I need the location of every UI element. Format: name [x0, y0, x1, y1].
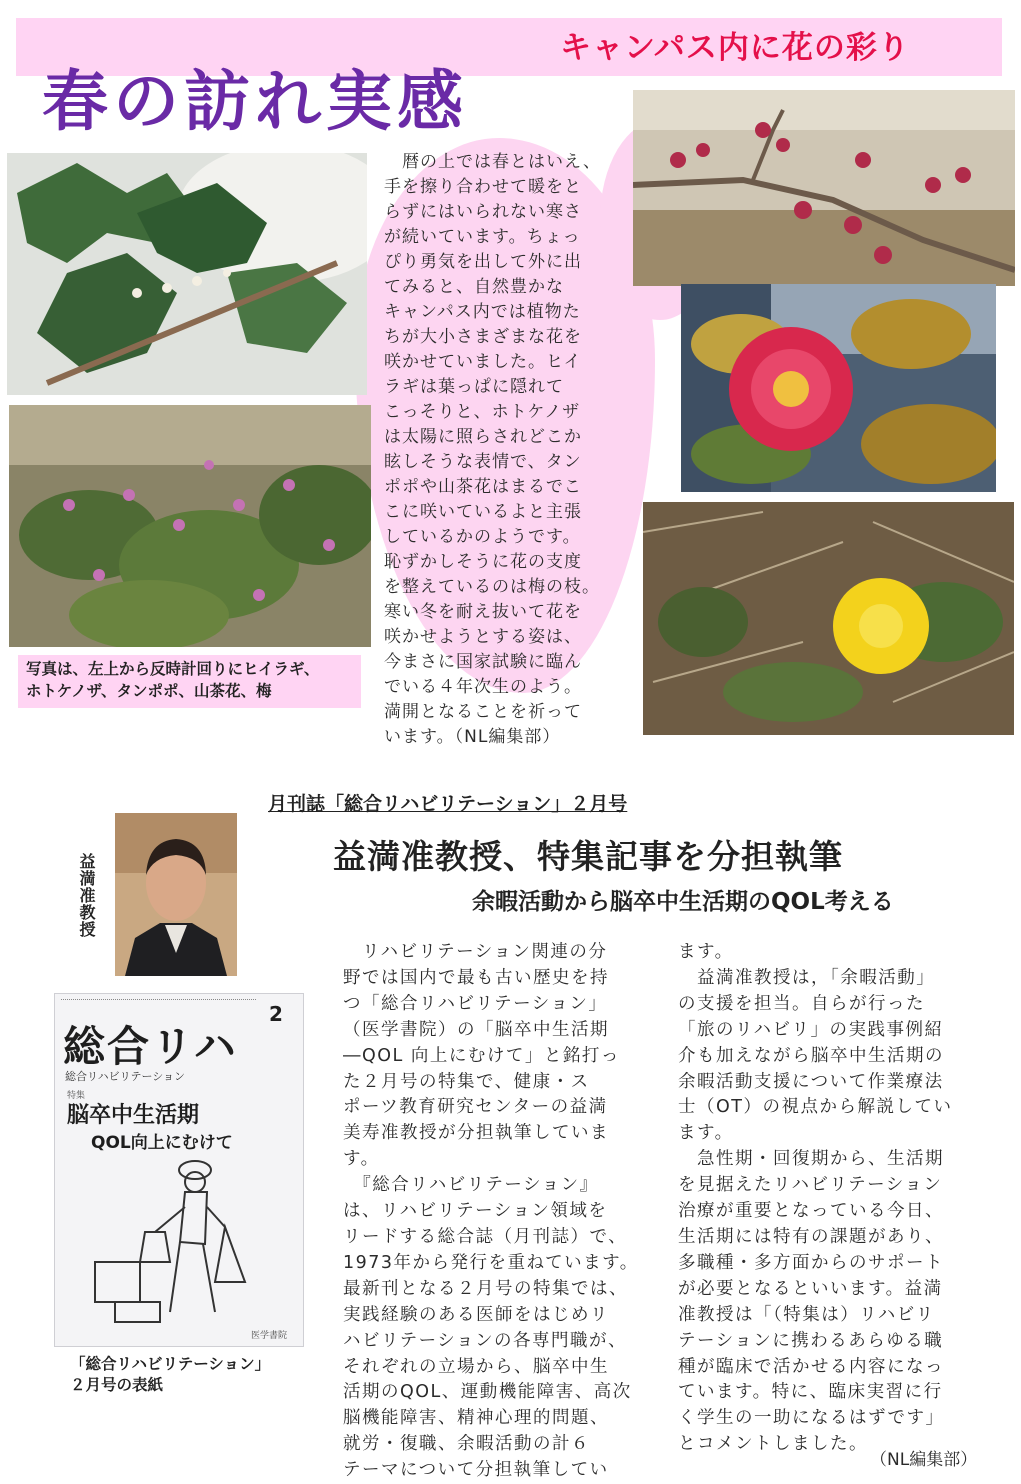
text-line: 活期のQOL、運動機能障害、高次	[343, 1382, 632, 1403]
text-line: 士（OT）の視点から解説してい	[678, 1097, 953, 1118]
text-line: つ「総合リハビリテーション」	[343, 993, 608, 1014]
text-line: す。	[343, 1149, 380, 1170]
magazine-cover	[54, 993, 304, 1347]
camellia-photo	[681, 284, 996, 492]
text-line: ています。特に、臨床実習に行	[678, 1382, 943, 1403]
text-line: 准教授は「（特集は）リハビリ	[678, 1304, 935, 1325]
text-line: 咲かせようとする姿は、	[384, 627, 582, 647]
cover-rule	[61, 999, 256, 1004]
text-line: 手を擦り合わせて暖をと	[384, 177, 582, 197]
text-line: 今まさに国家試験に臨ん	[384, 652, 582, 672]
text-line: こに咲いているよと主張	[384, 502, 582, 522]
henbit-photo	[9, 405, 371, 647]
text-line: テーマについて分担執筆してい	[343, 1460, 609, 1481]
text-line: 実践経験のある医師をはじめリ	[343, 1304, 609, 1325]
cover-issue: 2	[269, 1002, 283, 1026]
article-column-1	[343, 940, 668, 1484]
text-line: 就労・復職、余暇活動の計６	[343, 1434, 590, 1455]
text-line: ラギは葉っぱに隠れて	[384, 377, 564, 397]
text-line: しているかのようです。	[384, 527, 581, 547]
article-credit: （NL編集部）	[870, 1450, 978, 1470]
text-line: を整えているのは梅の枝。	[384, 577, 600, 597]
text-line: 生活期には特有の課題があり、	[678, 1226, 944, 1247]
text-line: てみると、自然豊かな	[384, 277, 564, 297]
article-subhead: 余暇活動から脳卒中生活期のQOL考える	[472, 889, 894, 915]
text-line: ポーツ教育研究センターの益満	[343, 1097, 608, 1118]
cover-subtitle: 総合リハビリテーション	[65, 1070, 186, 1083]
cover-feature-sub: QOL向上にむけて	[91, 1133, 233, 1153]
text-line: を見据えたリハビリテーション	[678, 1175, 943, 1196]
cover-tag: 特集	[67, 1091, 86, 1101]
caption-line: 写真は、左上から反時計回りにヒイラギ、	[26, 660, 320, 678]
text-line: ます。	[678, 1123, 734, 1144]
text-line: ます。	[678, 942, 734, 962]
text-line: 多職種・多方面からのサポート	[678, 1252, 944, 1273]
caption-line: ホトケノザ、タンポポ、山茶花、梅	[26, 682, 272, 700]
text-line: が続いています。ちょっ	[384, 227, 581, 247]
text-line: は、リハビリテーション領域を	[343, 1201, 608, 1222]
text-line: 寒い冬を耐え抜いて花を	[384, 602, 582, 622]
page-subtitle: キャンパス内に花の彩り	[560, 30, 910, 66]
caption-line: 「総合リハビリテーション」	[70, 1355, 271, 1373]
text-line: ハビリテーションの各専門職が、	[343, 1330, 627, 1351]
text-line: が必要となるといいます。益満	[678, 1278, 943, 1299]
photo-caption	[26, 658, 319, 702]
text-line: 野では国内で最も古い歴史を持	[343, 967, 609, 988]
text-line: 種が臨床で活かせる内容になっ	[678, 1356, 944, 1377]
text-line: 急性期・回復期から、生活期	[678, 1149, 944, 1170]
text-line: た２月号の特集で、健康・ス	[343, 1071, 590, 1092]
text-line: 益満准教授は，「余暇活動」	[678, 967, 936, 988]
cover-feature: 脳卒中生活期	[67, 1103, 200, 1128]
cover-illustration	[85, 1152, 275, 1332]
caption-line: ２月号の表紙	[70, 1376, 164, 1394]
article-headline: 益満准教授、特集記事を分担執筆	[333, 837, 843, 876]
text-line: （医学書院）の「脳卒中生活期	[343, 1019, 609, 1040]
text-line: 治療が重要となっている今日、	[678, 1201, 944, 1222]
text-line: 余暇活動支援について作業療法	[678, 1071, 944, 1092]
text-line: 「旅のリハビリ」の実践事例紹	[678, 1019, 944, 1040]
text-line: ぴり勇気を出して外に出	[384, 252, 582, 272]
text-line: リハビリテーション関連の分	[343, 942, 608, 962]
text-line: らずにはいられない寒さ	[384, 202, 582, 222]
text-line: 最新刊となる２月号の特集では、	[343, 1278, 628, 1299]
text-line: テーションに携わるあらゆる職	[678, 1330, 944, 1351]
text-line: キャンパス内では植物た	[384, 302, 581, 322]
text-line: こっそりと、ホトケノザ	[384, 402, 581, 422]
text-line: 介も加えながら脳卒中生活期の	[678, 1045, 944, 1066]
text-line: 満開となることを祈って	[384, 702, 582, 722]
page-title: 春の訪れ実感	[42, 63, 468, 140]
plum-photo	[633, 90, 1015, 286]
cover-caption	[70, 1354, 270, 1396]
text-line: います。（NL編集部）	[384, 727, 561, 747]
text-line: の支援を担当。自らが行った	[678, 993, 925, 1014]
dandelion-photo	[643, 502, 1014, 735]
text-line: 眩しそうな表情で、タン	[384, 452, 582, 472]
text-line: でいる４年次生のよう。	[384, 677, 582, 697]
article-column-2	[678, 940, 1008, 1458]
spring-article-body	[384, 150, 636, 750]
article-kicker: 月刊誌「総合リハビリテーション」２月号	[268, 793, 628, 815]
holly-photo	[7, 153, 367, 395]
text-line: とコメントしました。	[678, 1434, 868, 1455]
text-line: 美寿准教授が分担執筆していま	[343, 1123, 609, 1144]
text-line: 1973年から発行を重ねています。	[343, 1252, 639, 1273]
text-line: く学生の一助になるはずです」	[678, 1408, 945, 1429]
portrait-photo	[115, 813, 237, 976]
text-line: 『総合リハビリテーション』	[343, 1175, 599, 1196]
text-line: 暦の上では春とはいえ、	[384, 152, 602, 172]
text-line: ―QOL 向上にむけて」と銘打っ	[343, 1045, 620, 1066]
text-line: 脳機能障害、精神心理的問題、	[343, 1408, 609, 1429]
text-line: それぞれの立場から、脳卒中生	[343, 1356, 609, 1377]
text-line: は太陽に照らされどこか	[384, 427, 582, 447]
text-line: 咲かせていました。ヒイ	[384, 352, 582, 372]
text-line: ポポや山茶花はまるでこ	[384, 477, 582, 497]
cover-publisher: 医学書院	[251, 1331, 288, 1341]
portrait-label: 益満准教授	[77, 853, 96, 938]
text-line: ちが大小さまざまな花を	[384, 327, 582, 347]
text-line: リードする総合誌（月刊誌）で、	[343, 1226, 628, 1247]
cover-brand: 総合リハ	[63, 1022, 238, 1071]
text-line: 恥ずかしそうに花の支度	[384, 552, 582, 572]
